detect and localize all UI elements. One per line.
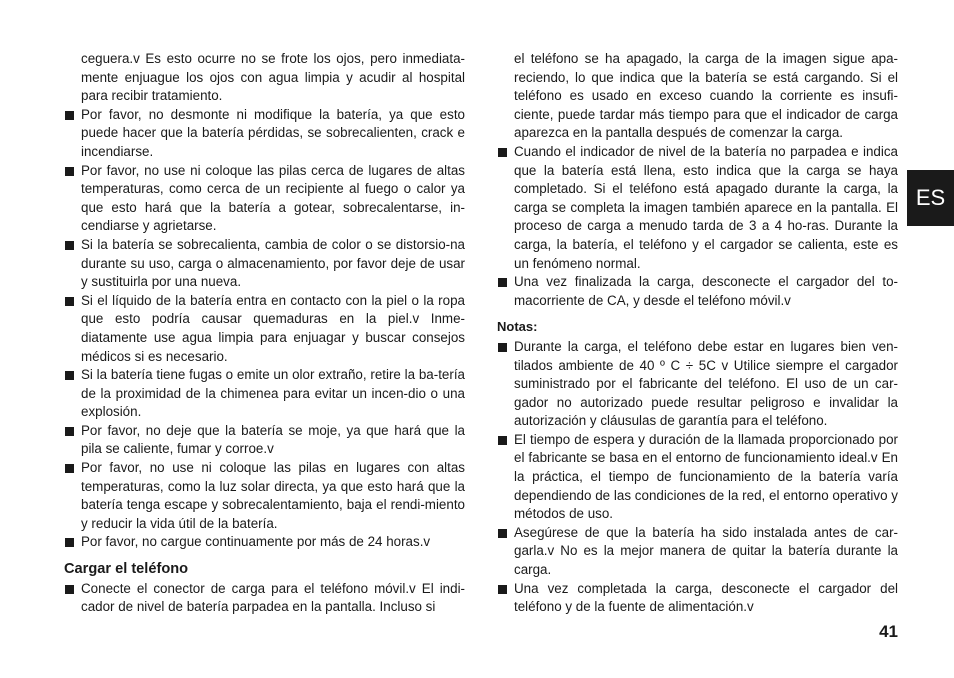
- list-item-text: Si la batería tiene fugas o emite un olor extraño, retire la ba-tería de la proximidad de la chimenea para evitar un incen-dio o una explosión.: [81, 367, 465, 420]
- language-tab: ES: [907, 170, 954, 226]
- note-text: Durante la carga, el teléfono debe estar en lugares bien ven-tilados ambiente de 40 º C ÷ 5C v Utilice siempre el cargador suministrado por el fabricante del teléfono. El uso de un car-gador no autorizado puede resultar peligroso e invalidar la autorización y cláusulas de garantía para el teléfono.: [514, 338, 898, 429]
- right-column: [497, 50, 898, 617]
- square-bullet-icon: [498, 585, 507, 594]
- square-bullet-icon: [65, 585, 74, 594]
- square-bullet-icon: [498, 278, 507, 287]
- square-bullet-icon: [65, 167, 74, 176]
- continuation-text: el teléfono se ha apagado, la carga de la imagen sigue apa-reciendo, lo que indica que la batería se está cargando. Si el teléfono es usado en exceso cuando la corriente es insufi-ciente, puede tardar más tiempo para que el indicador de carga aparezca en la pantalla después de comenzar la carga.: [514, 51, 898, 141]
- square-bullet-icon: [498, 529, 507, 538]
- square-bullet-icon: [65, 111, 74, 120]
- square-bullet-icon: [65, 538, 74, 547]
- note-text: Una vez completada la carga, desconecte el cargador del teléfono y de la fuente de alimentación.v: [514, 580, 898, 615]
- list-item-text: Conecte el conector de carga para el teléfono móvil.v El indi-cador de nivel de batería parpadea en la pantalla. Incluso si: [81, 580, 465, 615]
- note-item: [497, 338, 898, 431]
- left-column: [64, 50, 465, 617]
- note-text: El tiempo de espera y duración de la llamada proporcionado por el fabricante se basa en el entorno de funcionamiento ideal.v En la práctica, el tiempo de funcionamiento de la batería varía dependiendo de las condiciones de la red, el entorno operativo y métodos de uso.: [514, 431, 898, 522]
- intro-continuation: ceguera.v Es esto ocurre no se frote los ojos, pero inmediata-mente enjuague los ojos con agua limpia y acudir al hospital para recibir tratamiento.: [81, 51, 465, 104]
- note-item: [497, 580, 898, 617]
- note-text: Asegúrese de que la batería ha sido instalada antes de car-garla.v No es la mejor manera de quitar la batería durante la carga.: [514, 524, 898, 578]
- list-item-text: Por favor, no desmonte ni modifique la batería, ya que esto puede hacer que la batería pérdidas, se sobrecalienten, crack e incendiarse.: [81, 106, 465, 159]
- list-item: [64, 459, 465, 533]
- section-heading: Cargar el teléfono: [64, 561, 189, 578]
- list-item-text: Si la batería se sobrecalienta, cambia de color o se distorsio-na durante su uso, carga o almacenamiento, por favor deje de usar y sustituirla por una nueva.: [81, 236, 465, 290]
- list-item: [497, 143, 898, 273]
- list-item: [64, 422, 465, 459]
- square-bullet-icon: [65, 297, 74, 306]
- list-item-text: Por favor, no cargue continuamente por más de 24 horas.v: [81, 534, 431, 550]
- page-number: 41: [879, 622, 898, 641]
- square-bullet-icon: [65, 371, 74, 380]
- square-bullet-icon: [65, 427, 74, 436]
- list-item-text: Por favor, no use ni coloque las pilas en lugares con altas temperaturas, como la luz solar directa, ya que esto hará que la batería tenga escape y sobrecalentamiento, baja el rendi-miento y reducir la vida útil de la batería.: [81, 460, 465, 531]
- list-item: [64, 366, 465, 422]
- note-item: [497, 431, 898, 524]
- list-item-text: Si el líquido de la batería entra en contacto con la piel o la ropa que esto podría causar quemaduras en la piel.v Inme-diatamente use agua limpia para enjuagar y buscar consejos médicos si es necesario.: [81, 292, 465, 364]
- list-item-text: Cuando el indicador de nivel de la batería no parpadea e indica que la batería está llena, esto indica que la carga se haya completado. Si el teléfono está apagado durante la carga, la carga se completa la imagen también aparece en la pantalla. El proceso de carga a menudo tarda de 3 a 4 ho-ras. Durante la carga, la batería, el teléfono y el cargador se calienta, este es un fenómeno normal.: [514, 143, 898, 271]
- square-bullet-icon: [498, 148, 507, 157]
- list-item: [64, 580, 465, 617]
- list-item: [64, 236, 465, 292]
- list-item-text: Por favor, no deje que la batería se moje, ya que hará que la pila se caliente, fumar y corroe.v: [81, 422, 465, 457]
- list-item: [64, 533, 465, 552]
- square-bullet-icon: [65, 241, 74, 250]
- list-item: [64, 162, 465, 236]
- note-item: [497, 524, 898, 580]
- square-bullet-icon: [65, 464, 74, 473]
- list-item: [64, 292, 465, 366]
- square-bullet-icon: [498, 436, 507, 445]
- list-item: [497, 273, 898, 310]
- list-item: [64, 106, 465, 162]
- list-item-text: Una vez finalizada la carga, desconecte el cargador del to-macorriente de CA, y desde el teléfono móvil.v: [514, 274, 898, 308]
- square-bullet-icon: [498, 343, 507, 352]
- list-item-text: Por favor, no use ni coloque las pilas cerca de lugares de altas temperaturas, como cerca de un recipiente al fuego o calor ya que esto hará que la batería a gotear, sobrecalentarse, in-cendiarse y agrietarse.: [81, 162, 465, 234]
- notes-title: Notas:: [497, 319, 538, 335]
